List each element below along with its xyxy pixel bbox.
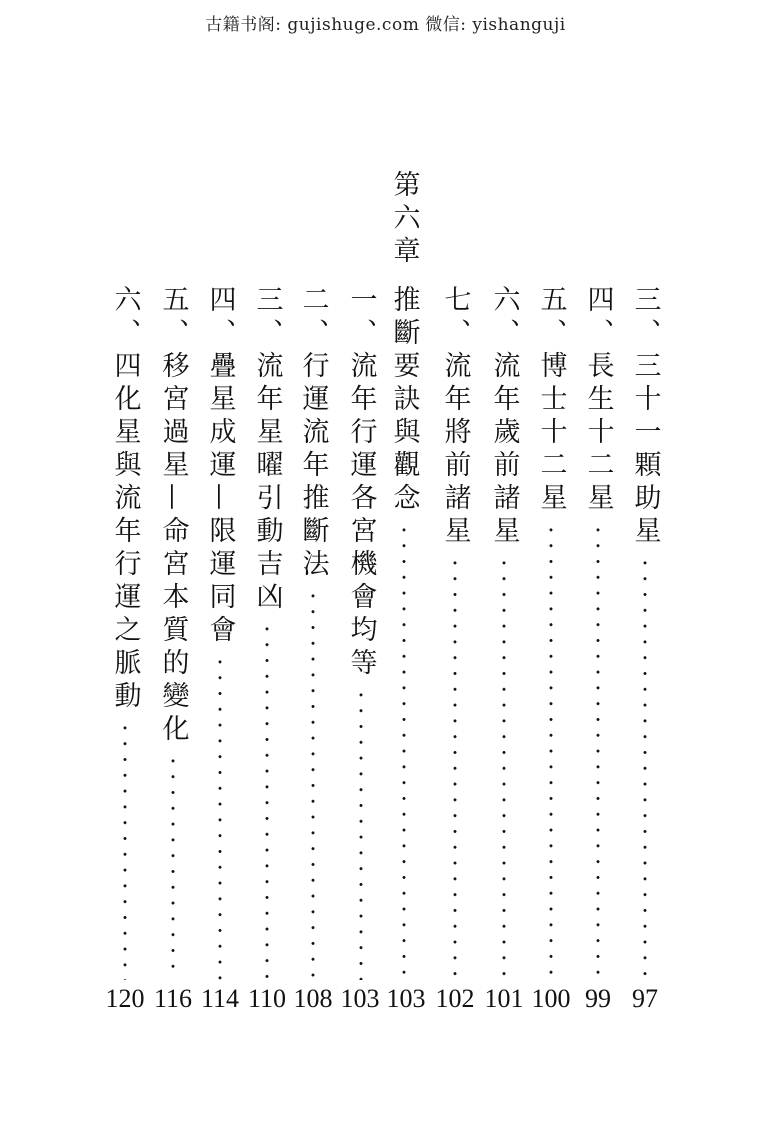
toc-entry — [202, 285, 238, 980]
watermark-text: 古籍书阁: gujishuge.com 微信: yishanguji — [205, 15, 566, 35]
toc-entry — [437, 285, 473, 980]
toc-entry-page: 103 — [340, 984, 380, 1013]
toc-entry — [155, 285, 191, 980]
dot-leader — [218, 654, 222, 980]
toc-entry-page: 97 — [632, 984, 658, 1013]
toc-entry-page: 114 — [200, 984, 240, 1013]
dot-leader — [311, 588, 315, 980]
toc-entry — [343, 285, 379, 980]
toc-entry-page: 100 — [531, 984, 571, 1013]
toc-entry — [249, 285, 285, 980]
toc-entry-title: 七、流年將前諸星 — [439, 285, 471, 549]
toc-entry-title: 推斷要訣與觀念 — [388, 285, 420, 516]
toc-entry-title: 五、博士十二星 — [535, 285, 567, 516]
toc-entry-title: 一、流年行運各宮機會均等 — [345, 285, 377, 681]
toc-entry-title: 四、長生十二星 — [582, 285, 614, 516]
toc-entry-page: 101 — [484, 984, 524, 1013]
toc-entry — [107, 285, 143, 980]
toc-entry-title: 三、三十一顆助星 — [629, 285, 661, 549]
toc-entry-title: 三、流年星曜引動吉凶 — [251, 285, 283, 615]
toc-entry-title: 五、移宮過星—命宮本質的變化 — [157, 285, 189, 747]
toc-entry-title: 二、行運流年推斷法 — [297, 285, 329, 582]
dot-leader — [402, 522, 406, 980]
chapter-heading-text: 第六章 — [388, 170, 420, 269]
toc-entry-title: 六、流年歲前諸星 — [488, 285, 520, 549]
toc-entry-title: 六、四化星與流年行運之脈動 — [109, 285, 141, 714]
toc-entry — [295, 285, 331, 980]
dot-leader — [265, 621, 269, 980]
dot-leader — [123, 720, 127, 980]
toc-entry-page: 120 — [105, 984, 145, 1013]
dot-leader — [453, 555, 457, 980]
dot-leader — [596, 522, 600, 980]
toc-entry-page: 99 — [585, 984, 611, 1013]
dot-leader — [643, 555, 647, 980]
dot-leader — [549, 522, 553, 980]
toc-entry-page: 110 — [247, 984, 287, 1013]
toc-entry-page: 103 — [386, 984, 426, 1013]
toc-entry — [486, 285, 522, 980]
toc-entry — [627, 285, 663, 980]
chapter-heading — [386, 170, 422, 269]
dot-leader — [171, 753, 175, 980]
toc-entry-page: 102 — [435, 984, 475, 1013]
toc-entry-page: 108 — [293, 984, 333, 1013]
dot-leader — [502, 555, 506, 980]
toc-section-heading — [386, 285, 422, 980]
toc-entry-page: 116 — [153, 984, 193, 1013]
toc-entry-title: 四、疊星成運—限運同會 — [204, 285, 236, 648]
dot-leader — [359, 687, 363, 980]
toc-entry — [580, 285, 616, 980]
toc-entry — [533, 285, 569, 980]
